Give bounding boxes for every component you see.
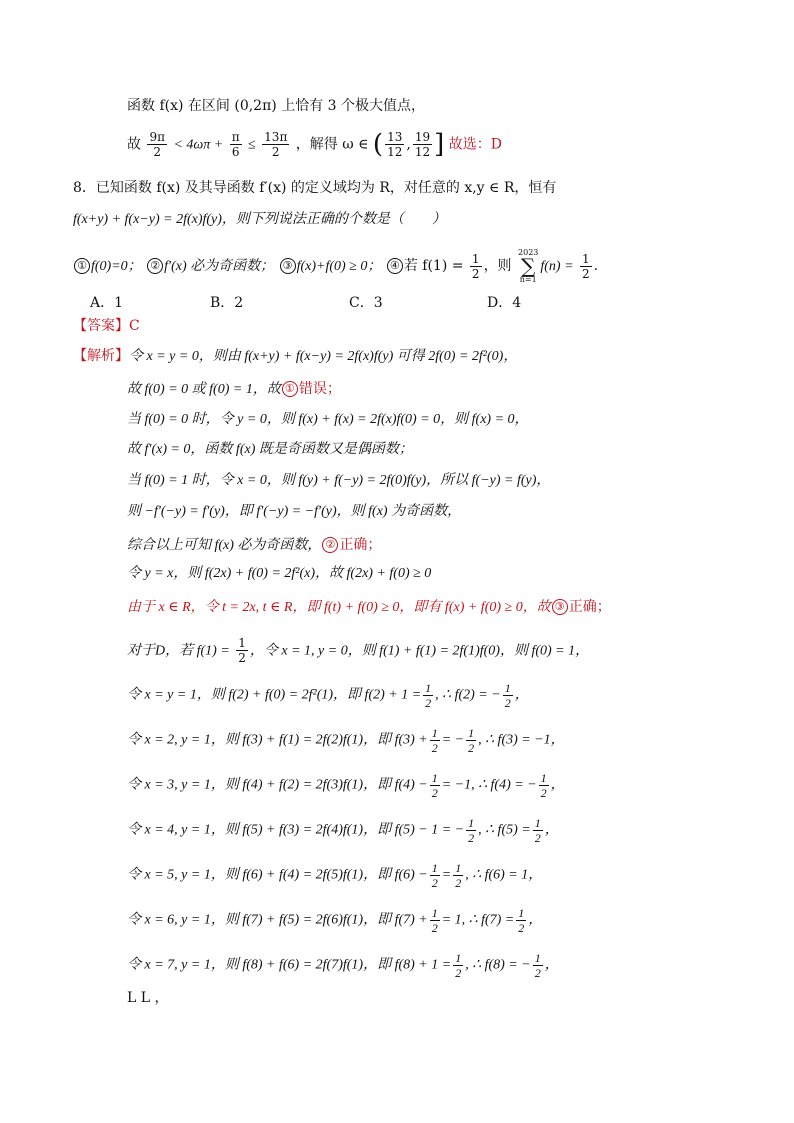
analysis-line: 故 f(0) = 0 或 f(0) = 1，故 ① 错误； bbox=[127, 381, 341, 397]
fraction: $\frac{\pi}{6}$ bbox=[231, 130, 240, 159]
analysis-line: 故 f′(x) = 0，函数 f(x) 既是奇函数又是偶函数； bbox=[127, 442, 413, 457]
analysis-label: 【解析】 bbox=[73, 348, 129, 364]
recurrence-row: 令 x = 6, y = 1，则 f(7) + f(5) = 2f(6)f(1)，即 f(7) + $\frac{1}{2}$ = 1, ∴ f(7) = $\frac{1}{2}$ ， bbox=[127, 906, 543, 935]
answer-value: C bbox=[129, 318, 140, 334]
ellipsis-line: L L ， bbox=[127, 990, 169, 1006]
analysis-line: 由于 x ∈ R，令 t = 2x, t ∈ R，即 f(t) + f(0) ≥ 0，即有 f(x) + f(0) ≥ 0，故 ③ 正确； bbox=[127, 599, 611, 615]
fraction: $\frac{13\pi}{2}$ bbox=[264, 130, 288, 159]
answer-line bbox=[73, 319, 140, 333]
analysis-line: 当 f(0) = 1 时，令 x = 0，则 f(y) + f(−y) = 2f(0)f(y)，所以 f(−y) = f(y)， bbox=[127, 473, 551, 488]
text-segment: 故 bbox=[127, 136, 141, 153]
analysis-line: 令 y = x，则 f(2x) + f(0) = 2f²(x)，故 f(2x) + f(0) ≥ 0 bbox=[127, 566, 432, 581]
recurrence-row: 令 x = y = 1，则 f(2) + f(0) = 2f²(1)，即 f(2) + 1 = $\frac{1}{2}$ , ∴ f(2) = − $\frac{1}{2}$ ， bbox=[127, 681, 529, 710]
text-line: 函数 f(x) 在区间 (0,2π) 上恰有 3 个极大值点， bbox=[127, 98, 425, 114]
fraction: $\frac{9\pi}{2}$ bbox=[149, 130, 165, 159]
fraction: $\frac{1}{2}$ bbox=[582, 251, 590, 281]
analysis-line: 则 −f′(−y) = f′(y)，即 f′(−y) = −f′(y)，则 f(x) 为奇函数， bbox=[127, 504, 462, 519]
circled-number-icon: ④ bbox=[387, 258, 403, 274]
fraction: $\frac{19}{12}$ bbox=[414, 130, 431, 159]
question-stem: 8．已知函数 f(x) 及其导函数 f′(x) 的定义域均为 R，对任意的 x,y ∈ R，恒有 bbox=[73, 180, 557, 196]
text-segment: ≤ bbox=[248, 137, 256, 153]
text-segment: 令 x = y = 0，则由 f(x+y) + f(x−y) = 2f(x)f(y) 可得 2f(0) = 2f²(0)， bbox=[129, 349, 518, 364]
circled-number-icon: ② bbox=[147, 258, 163, 274]
option-b: B．2 bbox=[210, 295, 244, 311]
recurrence-row: 令 x = 7, y = 1，则 f(8) + f(6) = 2f(7)f(1)，即 f(8) + 1 = $\frac{1}{2}$ , ∴ f(8) = − $\frac{1}{2}$ ， bbox=[127, 951, 559, 980]
statements-line: ① f(0)=0； ② f′(x) 必为奇函数； ③ f(x)+f(0) ≥ 0； ④ 若 f(1) = $\frac{1}{2}$ ，则 2023 ∑ n=1f(n) = $\frac{1}{2}$ . bbox=[73, 248, 598, 284]
analysis-line: 对于D，若 f(1) = $\frac{1}{2}$ ，令 x = 1, y = 0，则 f(1) + f(1) = 2f(1)f(0)，则 f(0) = 1， bbox=[127, 636, 590, 665]
analysis-line bbox=[73, 349, 517, 364]
circled-number-icon: ③ bbox=[280, 258, 296, 274]
answer-choice: 故选：D bbox=[448, 136, 502, 153]
summation-symbol: 2023 ∑ n=1 bbox=[518, 248, 539, 284]
recurrence-row: 令 x = 3, y = 1，则 f(4) + f(2) = 2f(3)f(1)，即 f(4) − $\frac{1}{2}$ = −1, ∴ f(4) = − $\frac{1}{2}$ ， bbox=[127, 771, 565, 800]
analysis-line: 综合以上可知 f(x) 必为奇函数， ② 正确； bbox=[127, 537, 382, 553]
circled-number-icon: ① bbox=[282, 381, 298, 397]
option-c: C．3 bbox=[349, 295, 383, 311]
answer-label: 【答案】 bbox=[73, 318, 129, 334]
text-segment: < 4ωπ + bbox=[173, 137, 224, 153]
conclusion-line: 故 $\frac{9\pi}{2}$ < 4ωπ + $\frac{\pi}{6}$ ≤ $\frac{13\pi}{2}$ ，解得 ω ∈ ( $\frac{13}{12}$ , $\frac{19}{12}$ ] 故选：D bbox=[127, 129, 502, 160]
fraction: $\frac{1}{2}$ bbox=[238, 636, 246, 665]
option-d: D．4 bbox=[487, 295, 522, 311]
circled-number-icon: ② bbox=[322, 537, 338, 553]
recurrence-row: 令 x = 4, y = 1，则 f(5) + f(3) = 2f(4)f(1)，即 f(5) − 1 = − $\frac{1}{2}$ , ∴ f(5) = $\frac{1}{2}$ ， bbox=[127, 816, 559, 845]
fraction: $\frac{13}{12}$ bbox=[387, 130, 403, 159]
question-condition: f(x+y) + f(x−y) = 2f(x)f(y)，则下列说法正确的个数是（ ） bbox=[73, 212, 446, 227]
fraction: $\frac{1}{2}$ bbox=[471, 251, 480, 281]
recurrence-row: 令 x = 5, y = 1，则 f(6) + f(4) = 2f(5)f(1)，即 f(6) − $\frac{1}{2}$ = $\frac{1}{2}$ , ∴ f(6) = 1， bbox=[127, 861, 543, 890]
recurrence-row: 令 x = 2, y = 1，则 f(3) + f(1) = 2f(2)f(1)，即 f(3) + $\frac{1}{2}$ = − $\frac{1}{2}$ , ∴ f(3) = −1， bbox=[127, 726, 565, 755]
circled-number-icon: ① bbox=[74, 258, 90, 274]
text-segment: ，解得 ω ∈ bbox=[295, 136, 369, 153]
circled-number-icon: ③ bbox=[552, 599, 568, 615]
analysis-line: 当 f(0) = 0 时，令 y = 0，则 f(x) + f(x) = 2f(x)f(0) = 0，则 f(x) = 0， bbox=[127, 412, 529, 427]
option-a: A．1 bbox=[90, 295, 124, 311]
